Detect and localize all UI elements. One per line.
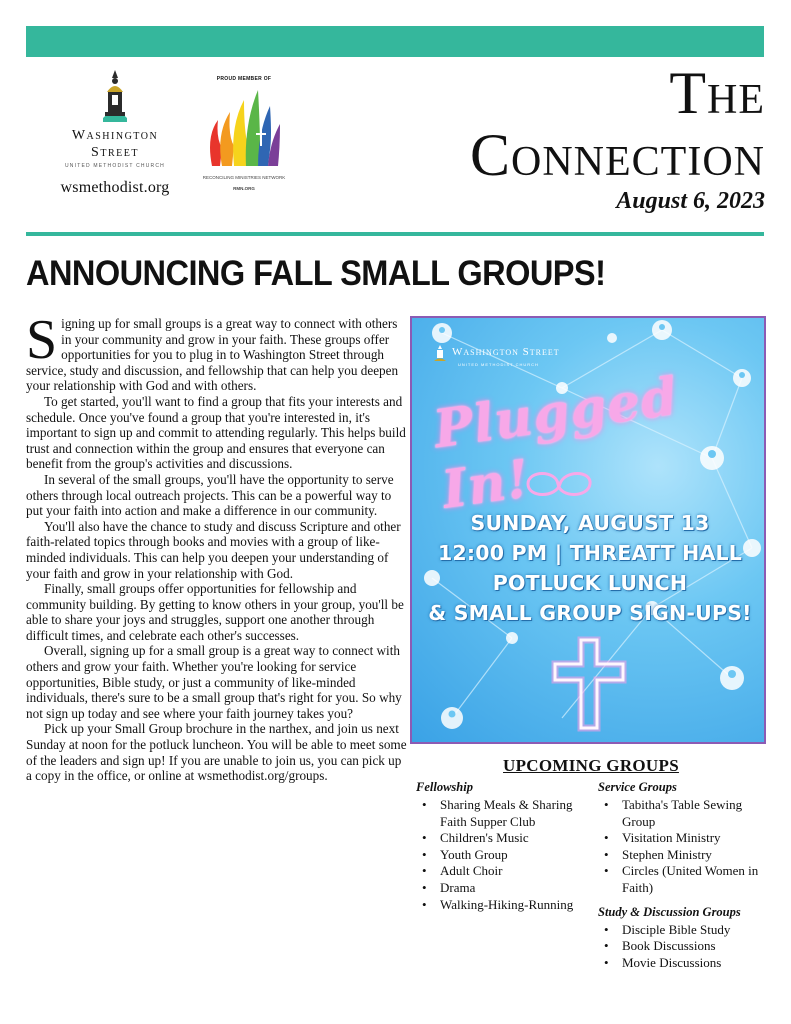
- list-item: • Circles (United Women in Faith): [598, 863, 768, 896]
- article-paragraph: You'll also have the chance to study and discuss Scripture and other faith-related topics through books and movies with a group of like-minded individuals. This can help you deepen your understanding of your faith and grow in your relationship with God.: [26, 518, 401, 581]
- list-item: • Tabitha's Table Sewing Group: [598, 797, 768, 830]
- list-item: • Walking-Hiking-Running: [416, 897, 586, 914]
- poster-brand: Washington Street: [452, 346, 560, 358]
- rmn-top-text: PROUD MEMBER OF: [216, 76, 272, 82]
- fellowship-list: [416, 797, 586, 913]
- masthead-line1: The: [669, 60, 765, 126]
- list-item: • Drama: [416, 880, 586, 897]
- fellowship-column: [416, 780, 586, 913]
- article-paragraph: Finally, small groups offer opportunities for fellowship and community building. By getting to know others in your group, you'll be able to share your joys and struggles, support one another through difficult times, and celebrate each other's successes.: [26, 581, 404, 643]
- poster-line-date: SUNDAY, AUGUST 13: [470, 511, 710, 535]
- poster-event-details: [412, 508, 766, 628]
- fellowship-heading: Fellowship: [416, 780, 473, 794]
- rmn-logo: [198, 76, 290, 206]
- study-list: [598, 922, 768, 972]
- drop-cap: S: [26, 309, 58, 371]
- groups-title: UPCOMING GROUPS: [503, 756, 679, 775]
- upcoming-groups: [416, 756, 766, 970]
- service-list: [598, 797, 768, 897]
- service-heading: Service Groups: [598, 780, 677, 794]
- poster-line-lunch: POTLUCK LUNCH: [492, 571, 688, 595]
- list-item: • Youth Group: [416, 847, 586, 864]
- article-paragraph: To get started, you'll want to find a group that fits your interests and schedule. Once you've found a group that you're interested in, it's important to sign up and commit to attending regularly. This helps build trust and connection within the group and ensures that everyone can benefit from the group's activities and discussions.: [26, 393, 406, 472]
- church-logo: [40, 68, 190, 208]
- poster-title: Plugged In!: [430, 365, 682, 521]
- rainbow-flame-icon: [204, 86, 284, 174]
- list-item: • Adult Choir: [416, 863, 586, 880]
- article-paragraph: Signing up for small groups is a great way to connect with others in your community and grow in your faith. These groups offer opportunities for you to plug in to Washington Street through service, study and discussion, and fellowship that can help you deepen your relationship with God and with others.: [26, 309, 399, 394]
- article-paragraph: In several of the small groups, you'll have the opportunity to serve others through local outreach projects. This can be a powerful way to put your faith into action and make a difference in our community.: [26, 471, 394, 519]
- article-body: [26, 309, 408, 784]
- service-study-column: [598, 780, 768, 971]
- header-divider: [26, 232, 764, 236]
- list-item: • Visitation Ministry: [598, 830, 768, 847]
- rmn-name: RECONCILING MINISTRIES NETWORK: [202, 175, 286, 180]
- masthead: [345, 62, 765, 215]
- rmn-org: RMN.ORG: [233, 186, 255, 191]
- church-name-line2: Street: [91, 145, 139, 160]
- poster-line-signups: & SMALL GROUP SIGN-UPS!: [428, 601, 752, 625]
- website-link[interactable]: wsmethodist.org: [60, 179, 170, 196]
- article-paragraph: Overall, signing up for a small group is a great way to connect with others and grow your faith. Whether you're looking for service opportunities, Bible study, or just a community of like-minded individuals, there's sure to be a small group that's right for you. So why not sign up today and see where your faith journey takes you?: [26, 643, 402, 721]
- study-heading: Study & Discussion Groups: [598, 904, 741, 919]
- swirl-icon: [524, 466, 594, 500]
- list-item: • Stephen Ministry: [598, 847, 768, 864]
- neon-cross-icon: [549, 636, 629, 732]
- poster-steeple-icon: [432, 344, 448, 362]
- list-item: • Book Discussions: [598, 938, 768, 955]
- steeple-icon: [95, 68, 135, 126]
- list-item: • Movie Discussions: [598, 955, 768, 972]
- church-name-line1: Washington: [71, 128, 159, 143]
- list-item: • Sharing Meals & Sharing Faith Supper Club: [416, 797, 586, 830]
- top-accent-bar: [26, 26, 764, 57]
- event-poster: [410, 316, 766, 744]
- issue-date: August 6, 2023: [616, 188, 765, 214]
- poster-brand-subtitle: UNITED METHODIST CHURCH: [458, 362, 539, 367]
- page-headline: ANNOUNCING FALL SMALL GROUPS!: [26, 254, 606, 293]
- list-item: • Disciple Bible Study: [598, 922, 768, 939]
- church-subtitle: UNITED METHODIST CHURCH: [64, 163, 165, 169]
- article-paragraph: Pick up your Small Group brochure in the narthex, and join us next Sunday at noon for the potluck luncheon. You will be able to meet some of the leaders and sign up! If you are unable to join us, you can pick up a copy in the office, or online at wsmethodist.org/groups.: [26, 721, 407, 784]
- poster-line-time: 12:00 PM | THREATT HALL: [437, 541, 743, 565]
- masthead-line2: Connection: [470, 122, 765, 188]
- list-item: • Children's Music: [416, 830, 586, 847]
